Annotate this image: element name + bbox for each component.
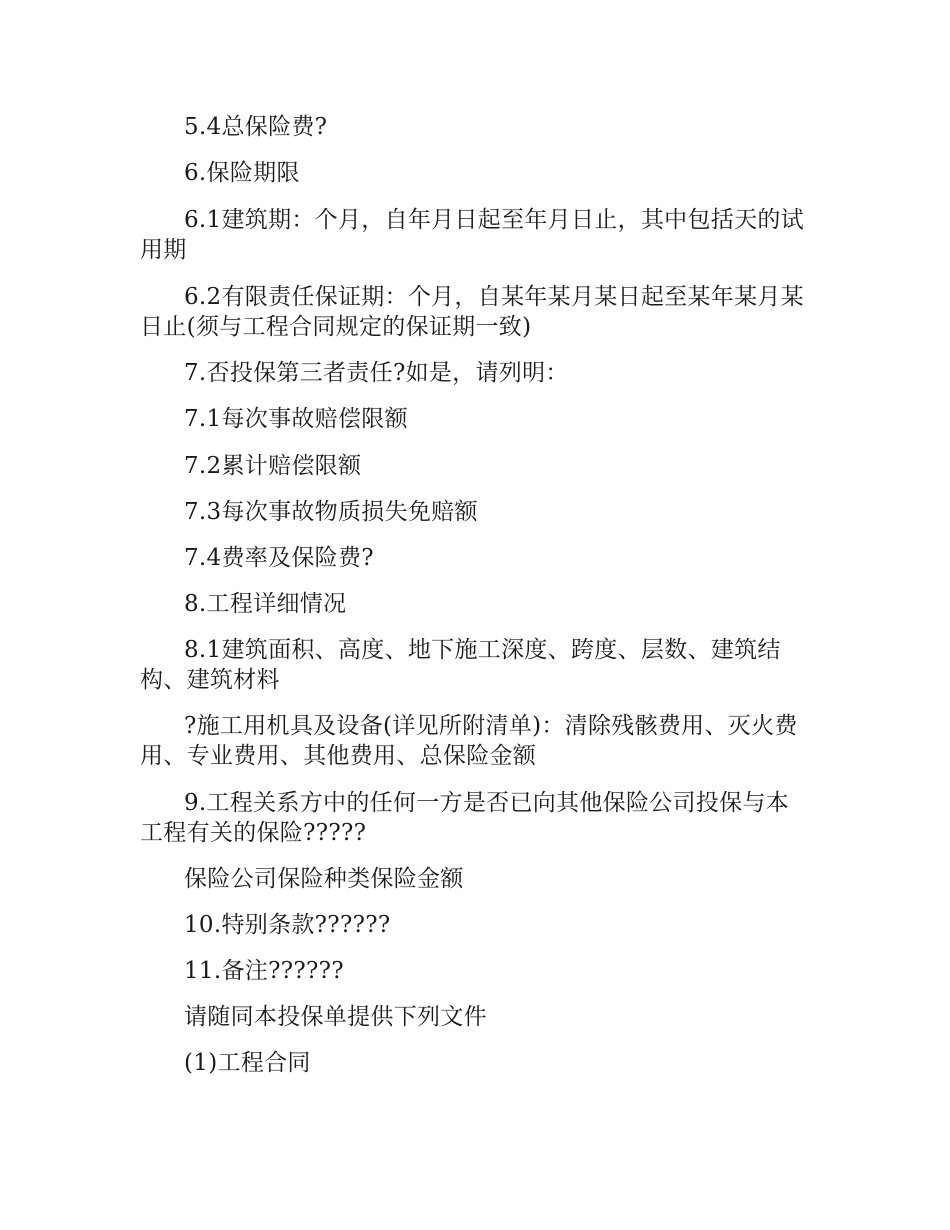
paragraph-insurer-type-amount: 保险公司保险种类保险金额	[184, 866, 464, 892]
paragraph-7-4-rate-and-premium: 7.4费率及保险费?	[184, 545, 374, 571]
paragraph-6-2-guarantee-period: 6.2有限责任保证期：个月，自某年某月某日起至某年某月某日止(须与工程合同规定的保证期一致)	[140, 284, 804, 340]
paragraph-11-remarks: 11.备注??????	[184, 958, 344, 984]
paragraph-9-other-insurance: 9.工程关系方中的任何一方是否已向其他保险公司投保与本工程有关的保险?????	[140, 790, 790, 846]
paragraph-8-1-building-details: 8.1建筑面积、高度、地下施工深度、跨度、层数、建筑结构、建筑材料	[140, 637, 781, 693]
paragraph-5-4-total-premium: 5.4总保险费?	[184, 114, 328, 140]
paragraph-required-documents: 请随同本投保单提供下列文件	[184, 1004, 487, 1030]
paragraph-7-2-aggregate-limit: 7.2累计赔偿限额	[184, 453, 362, 479]
paragraph-10-special-clauses: 10.特别条款??????	[184, 912, 391, 938]
paragraph-equipment-costs: ?施工用机具及设备(详见所附清单)：清除残骸费用、灭火费用、专业费用、其他费用、总保险金额	[140, 713, 798, 769]
paragraph-6-insurance-period: 6.保险期限	[184, 160, 300, 186]
paragraph-7-3-deductible: 7.3每次事故物质损失免赔额	[184, 499, 478, 525]
paragraph-7-third-party-liability: 7.否投保第三者责任?如是，请列明：	[184, 360, 569, 386]
paragraph-1-project-contract: (1)工程合同	[184, 1050, 311, 1076]
paragraph-8-project-details: 8.工程详细情况	[184, 591, 347, 617]
paragraph-6-1-construction-period: 6.1建筑期：个月，自年月日起至年月日止，其中包括天的试用期	[140, 207, 804, 263]
paragraph-7-1-per-accident-limit: 7.1每次事故赔偿限额	[184, 406, 408, 432]
